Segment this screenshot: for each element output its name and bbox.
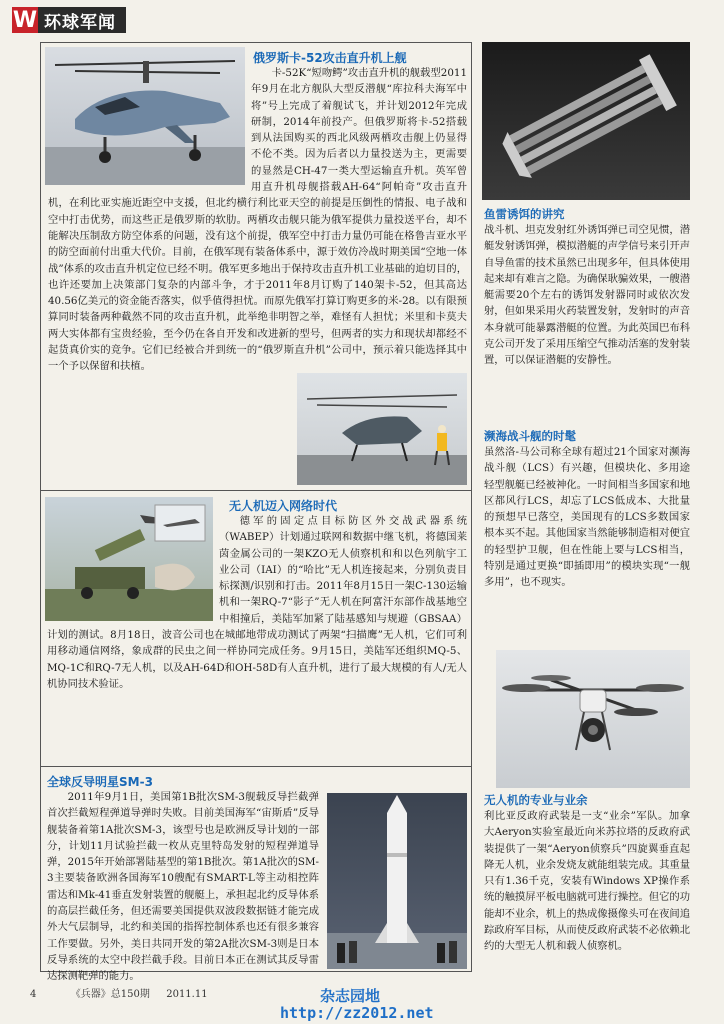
lcs-title: 濒海战斗舰的时髦 [484, 429, 576, 443]
watermark-name: 杂志园地 [320, 987, 381, 1005]
ka52-deck-image [297, 373, 467, 485]
sm3-missile-image [327, 793, 467, 969]
ka52-title: 俄罗斯卡-52攻击直升机上舰 [253, 51, 407, 65]
article-sm3 [41, 767, 471, 983]
uav-amateur-title: 无人机的专业与业余 [484, 793, 588, 807]
uav-network-title: 无人机迈入网络时代 [229, 499, 338, 513]
page-number: 4 [30, 989, 37, 1000]
lcs-body: 虽然洛-马公司称全球有超过21个国家对濒海战斗舰（LCS）有兴趣，但模块化、多用途轻型舰艇已经被神化。一时间相当多国家和地区都风行LCS，却忘了LCS低成本、大批量的预想早已落空，美国现有的LCS多数国家根本买不起。其他国家当然能够制造相对便宜的轻型护卫舰，但在性能上要与LCS相当，特别是通过更换“即插即用”的模块实现“一舰多用”，也不现实。 [484, 446, 690, 589]
article-uav-network [41, 491, 471, 767]
torpedo-decoy-title: 鱼雷诱饵的讲究 [484, 207, 565, 221]
aeryon-scout-image [496, 650, 690, 788]
uav-amateur-body: 利比亚反政府武装是一支“业余”军队。加拿大Aeryon实验室最近向米苏拉塔的反政府武装提供了一架“Aeryon侦察兵”四旋翼垂直起降无人机，业余发烧友就能组装完成。其重量只有1.36千克，安装有Windows XP操作系统的触摸屏平板电脑就可进行操控。但它的功能却不业余，机上的热成像摄像头可在夜间追踪政府军目标，从而使反政府武装不必依赖北约的大型无人机和载人侦察机。 [484, 810, 690, 953]
article-ka52 [41, 43, 471, 491]
watermark-url[interactable]: http://zz2012.net [280, 1004, 434, 1022]
torpedo-decoy-body: 战斗机、坦克发射红外诱饵弹已司空见惯，潜艇发射诱饵弹，模拟潜艇的声学信号来引开声自导鱼雷的技术虽然已出现多年，但具体使用起来却有难言之隐。为确保耿骗效果，一艘潜艇需要20个左右的诱饵发射器同时或依次发射，但如果采用火药装置发射，发射时的声音本身就可能暴露潜艇的位置。为此英国巴布科克公司开发了采用压缩空气推动活塞的发射装置，可以保证潜艇的安静性。 [484, 224, 690, 367]
uav-network-paragraph: 德军的固定点目标防区外交战武器系统（WABEP）计划通过联网和数据中继飞机，将德国莱茵金属公司的一架KZO无人侦察机和和以色列航宇工业公司（IAI）的“哈比”无人机连接起来，分别负责目标探测/识别和打击。2011年8月15日一架C-130运输机和一架RQ-7“影子”无人机在阿富汗东部作战基地空中相撞后，美陆军加紧了陆基感知与规避（GBSAA）计划的测试。8月18日，波音公司也在城邮地带成功测试了两架“扫描鹰”无人机，它们可利用移动通信网络，象成群的民虫之间一样协同完成任务。9月15日，美陆军还组织MQ-5、MQ-1C和RQ-7无人机，以及AH-64D和OH-58D有人直升机，进行了最大规模的有人/无人机协同技术验证。 [47, 515, 467, 690]
ka52-paragraph: 卡-52K“短吻鳄”攻击直升机的舰载型2011年9月在北方舰队大型反潜舰“库拉科夫海军中将”号上完成了着舰试飞，并计划2012年完成研制，2014年前投产。但俄罗斯将卡-52搭载到从法国购买的西北风级两栖攻击舰上仍显得不伦不类。因为后者以力量投送为主，更需要的显然是CH-47一类大型运输直升机。英军曾用直升机母舰搭载AH-64“阿帕奇”攻击直升机，在利比亚实施近距空中支援，但北约横行利比亚天空的前提是压倒性的情报、电子战和空中打击优势，而这些正是俄罗斯的软肋。两栖攻击舰只能为俄军提供力量投送平台，却不能解决压制敌方防空体系的问题，没有这个前提，俄军空中打击力量仍可能在格鲁吉亚水平的防空面前付出重大代价。目前，在俄军现有装备体系中，源于效仿冷战时期美国“空地一体战”体系的攻击直升机定位已经不明。俄军更多地出于保持攻击直升机工业基础的迫切目的，也许还要加上决策部门复杂的内部斗争，才于2011年8月订购了140架卡-52，但其高达40.56亿美元的资金能否落实，似乎值得担忧。而原先俄军打算订购更多的米-28。以有限预算同时装备两种截然不同的攻击直升机，此举绝非明智之举，难怪有人担忧；米里和卡莫夫两大实体都有宝贵经验，至今仍在各自开发和改进新的型号，但两者的实力和现状却都经不起货真价实的竞争。它们已经被合并到统一的“俄罗斯直升机”公司中，预示着只能选择其中一个予以保留和扶植。 [48, 67, 467, 373]
sm3-paragraph: 2011年9月1日，美国第1B批次SM-3舰载反导拦截弹首次拦截短程弹道导弹时失败。目前美国海军“宙斯盾”反导舰装备着第1A批次SM-3，该型号也是欧洲反导计划的一部分，计划11月试验拦截一枚从克里特岛发射的短程弹道导弹，2015年开始部署陆基型的第1B批次。第1A批次的SM-3主要装备欧洲各国海军10艘配有SMART-L等主动相控阵雷达和Mk-41垂直发射装置的舰艇上，承担起北约反导体系的高层拦截任务，但还需要美国提供双波段数据链才能完成外大气层制导，北约和美国的指挥控制体系也还有很多兼容工作要做。另外，美日共同开发的第2A批次SM-3则是日本反导系统的太空中段拦截手段。目前日本正在测试其反导雷达探测靶弹的能力。 [47, 791, 319, 983]
right-column [482, 42, 694, 972]
sm3-title: 全球反导明星SM-3 [47, 775, 153, 789]
journal-issue: 《兵器》总150期 [70, 989, 150, 1000]
header-title: 环球军闻 [38, 7, 126, 33]
header-logo: W [12, 7, 38, 33]
uav-network-body [47, 513, 467, 765]
torpedo-decoy-image [482, 42, 690, 200]
magazine-header [12, 6, 126, 34]
left-column [40, 42, 472, 983]
page-footer [30, 985, 208, 1000]
issue-date: 2011.11 [166, 989, 208, 1000]
